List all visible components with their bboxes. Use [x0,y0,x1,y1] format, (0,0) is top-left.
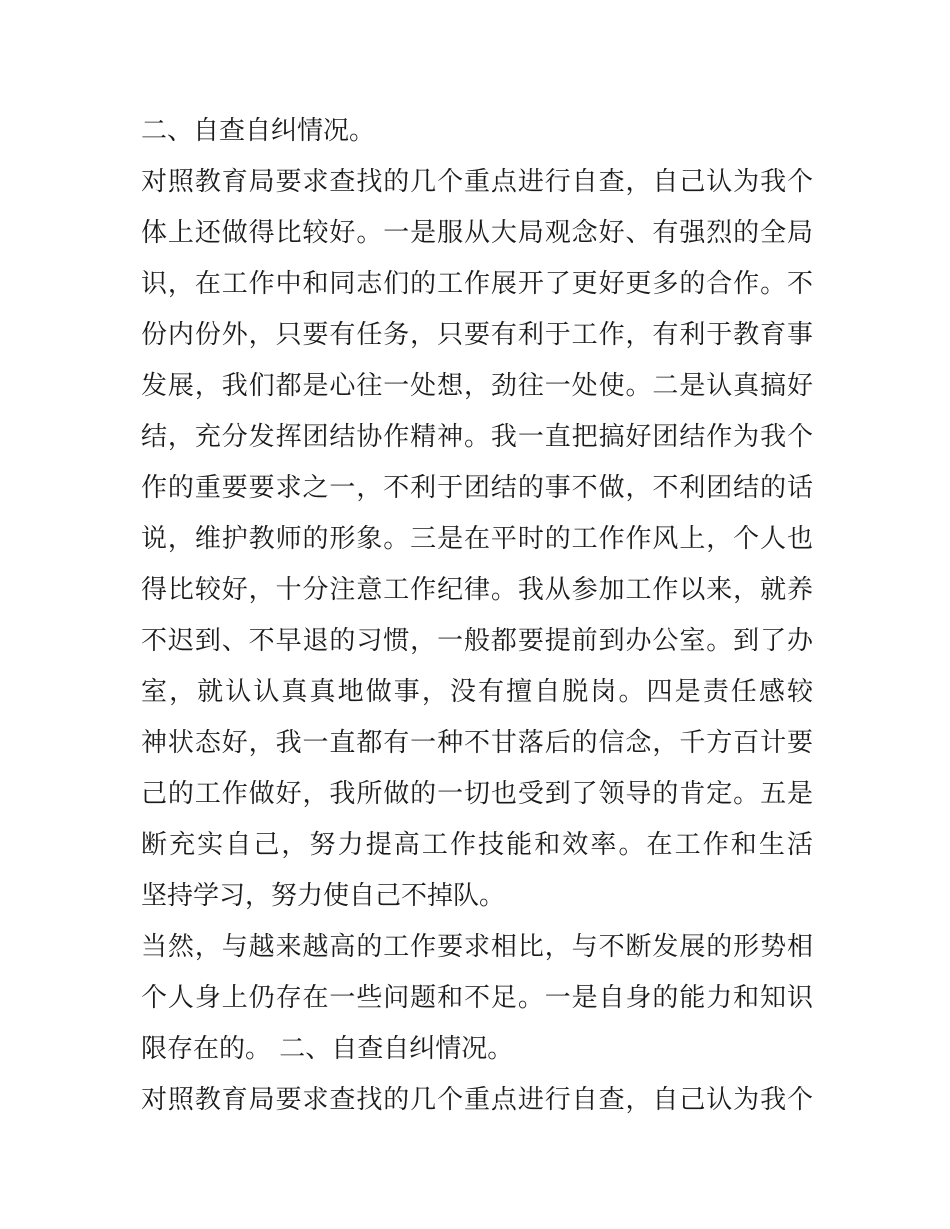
text-line: 个人身上仍存在一些问题和不足。一是自身的能力和知识 [141,983,813,1013]
text-line: 室，就认认真真地做事，没有擅自脱岗。四是责任感较 [141,677,813,707]
text-line: 对照教育局要求查找的几个重点进行自查，自己认为我个 [141,167,813,197]
text-line: 说，维护教师的形象。三是在平时的工作作风上，个人也 [141,524,813,554]
text-line: 断充实自己，努力提高工作技能和效率。在工作和生活 [141,830,813,860]
text-line: 体上还做得比较好。一是服从大局观念好、有强烈的全局 [141,218,813,248]
section-heading: 二、自查自纠情况。 [141,116,376,146]
text-line: 神状态好，我一直都有一种不甘落后的信念，千方百计要 [141,728,813,758]
text-line: 坚持学习，努力使自己不掉队。 [141,881,506,911]
text-line: 限存在的。 二、自查自纠情况。 [141,1034,514,1064]
text-line: 结，充分发挥团结协作精神。我一直把搞好团结作为我个 [141,422,813,452]
text-line: 当然，与越来越高的工作要求相比，与不断发展的形势相 [141,932,813,962]
text-line: 份内份外，只要有任务，只要有利于工作，有利于教育事 [141,320,813,350]
text-line: 己的工作做好，我所做的一切也受到了领导的肯定。五是 [141,779,813,809]
text-line: 识，在工作中和同志们的工作展开了更好更多的合作。不 [141,269,813,299]
document-body [141,106,813,1126]
text-line: 发展，我们都是心往一处想，劲往一处使。二是认真搞好 [141,371,813,401]
text-line: 不迟到、不早退的习惯，一般都要提前到办公室。到了办 [141,626,813,656]
text-line: 得比较好，十分注意工作纪律。我从参加工作以来，就养 [141,575,813,605]
text-line: 作的重要要求之一，不利于团结的事不做，不利团结的话 [141,473,813,503]
text-line: 对照教育局要求查找的几个重点进行自查，自己认为我个 [141,1085,813,1115]
